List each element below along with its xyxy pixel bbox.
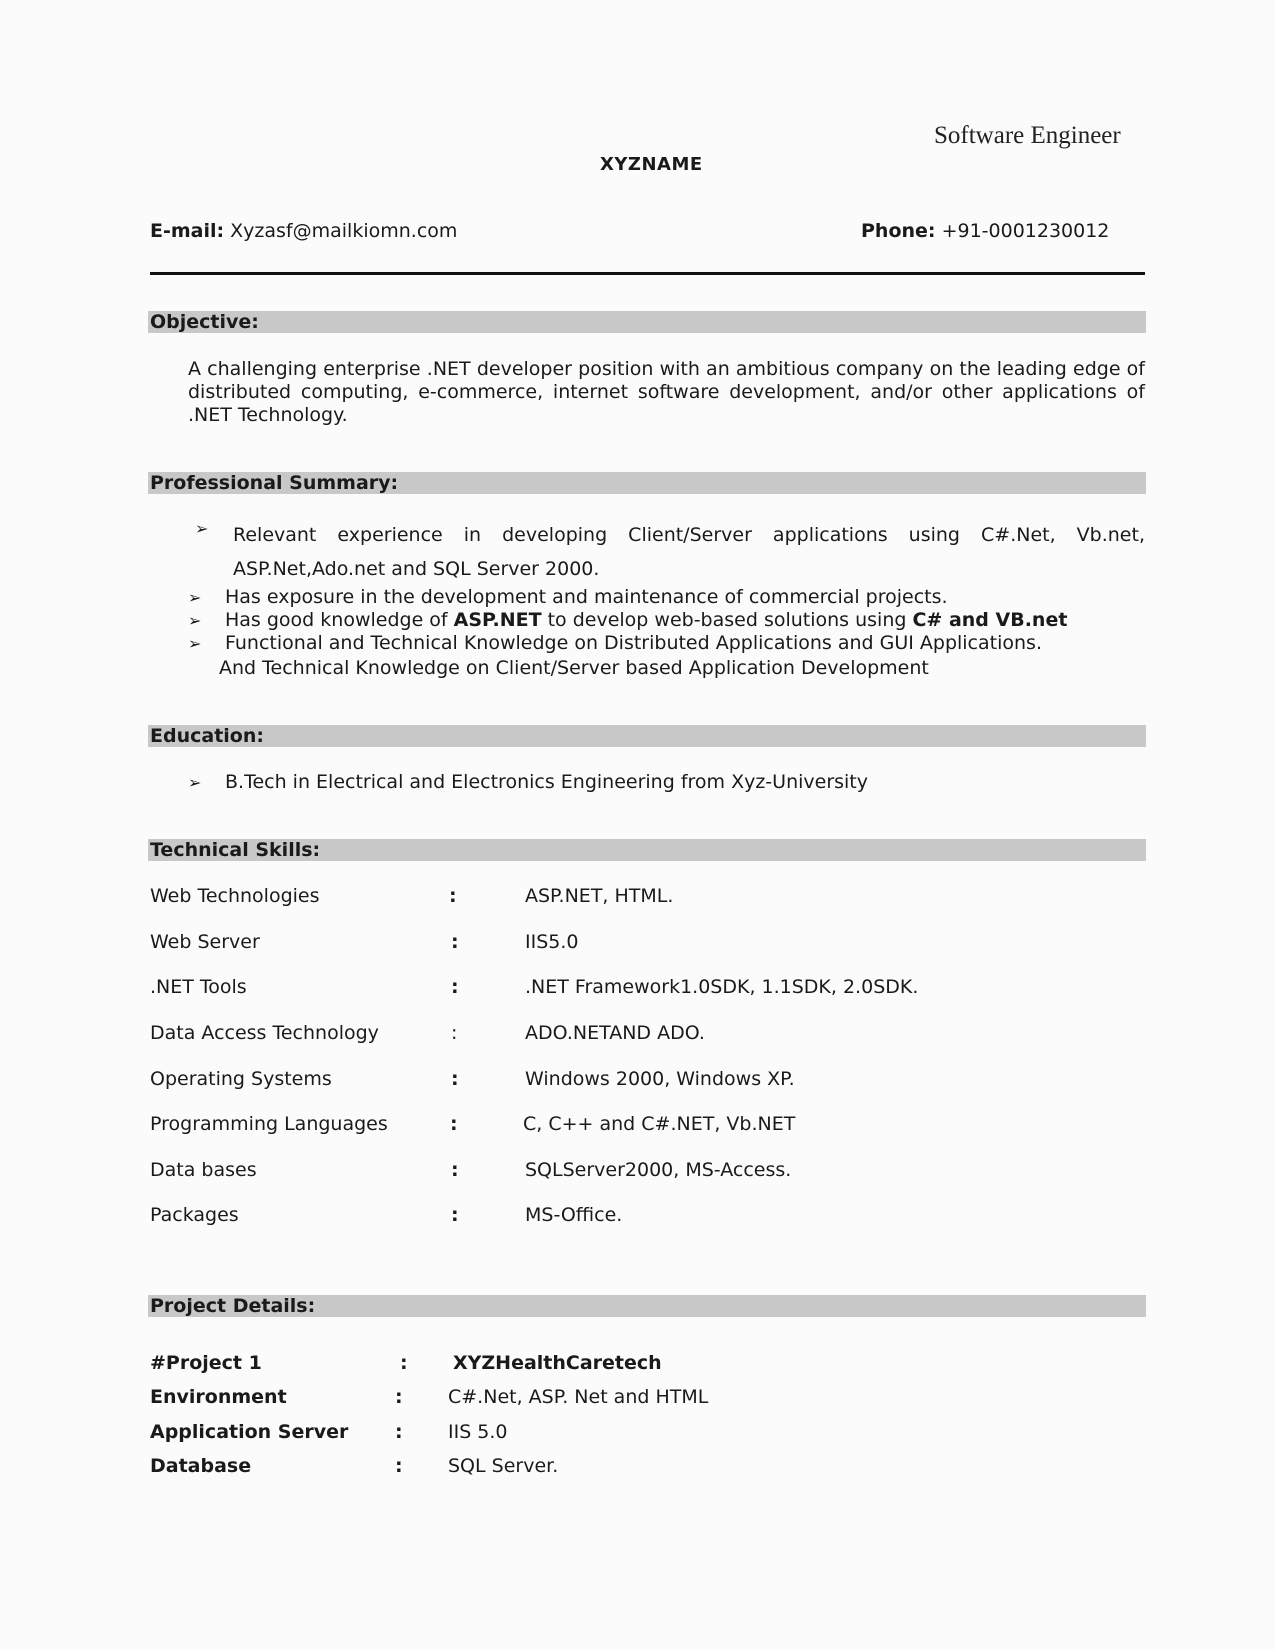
job-title: Software Engineer [934, 122, 1121, 149]
skill-colon: : [449, 885, 457, 907]
skill-label: Web Technologies [150, 885, 320, 907]
skill-value: IIS5.0 [525, 931, 579, 953]
project-label: #Project 1 [150, 1352, 262, 1374]
summary-item-3 [225, 609, 1067, 632]
skill-value: ASP.NET, HTML. [525, 885, 674, 907]
skill-colon: : [450, 1113, 458, 1135]
skills-heading: Technical Skills: [150, 839, 321, 861]
arrow-bullet-icon: ➢ [188, 611, 202, 630]
project-value: C#.Net, ASP. Net and HTML [448, 1386, 709, 1408]
summary-item-3-text-c: to develop web-based solutions using [541, 609, 913, 631]
arrow-bullet-icon: ➢ [188, 634, 202, 653]
project-label: Application Server [150, 1421, 349, 1443]
objective-text: A challenging enterprise .NET developer position with an ambitious company on the leading edge of distributed computing, e-commerce, internet software development, and/or other applications of .NET Technology. [188, 358, 1145, 426]
skill-colon: : [451, 1022, 458, 1044]
skill-colon: : [451, 1159, 459, 1181]
phone-label: Phone: [861, 220, 936, 242]
project-label: Database [150, 1455, 252, 1477]
project-colon: : [395, 1455, 403, 1477]
skill-label: .NET Tools [150, 976, 247, 998]
phone-value: +91-0001230012 [941, 220, 1110, 242]
skill-label: Packages [150, 1204, 239, 1226]
skill-colon: : [451, 931, 459, 953]
skill-value: .NET Framework1.0SDK, 1.1SDK, 2.0SDK. [525, 976, 919, 998]
arrow-bullet-icon: ➢ [195, 519, 209, 538]
summary-heading: Professional Summary: [150, 472, 399, 494]
summary-item-4: Functional and Technical Knowledge on Distributed Applications and GUI Applications. [225, 632, 1042, 654]
skill-value: ADO.NETAND ADO. [525, 1022, 705, 1044]
phone-line [861, 220, 1109, 242]
skill-colon: : [451, 976, 459, 998]
skill-value: MS-Office. [525, 1204, 623, 1226]
summary-item-4-continued: And Technical Knowledge on Client/Server based Application Development [219, 657, 929, 679]
skill-label: Programming Languages [150, 1113, 388, 1135]
objective-heading: Objective: [150, 311, 259, 333]
email-value: Xyzasf@mailkiomn.com [230, 220, 458, 242]
arrow-bullet-icon: ➢ [188, 588, 202, 607]
summary-item-3-text-d: C# and VB.net [912, 609, 1068, 631]
skill-value: C, C++ and C#.NET, Vb.NET [523, 1113, 796, 1135]
project-colon: : [400, 1352, 408, 1374]
skill-label: Data Access Technology [150, 1022, 379, 1044]
skill-colon: : [451, 1204, 459, 1226]
objective-section-bar [148, 311, 1146, 333]
arrow-bullet-icon: ➢ [188, 773, 202, 792]
email-label: E-mail: [150, 220, 225, 242]
skill-value: SQLServer2000, MS-Access. [525, 1159, 792, 1181]
project-colon: : [395, 1386, 403, 1408]
project-label: Environment [150, 1386, 287, 1408]
summary-item-3-text-a: Has good knowledge of [225, 609, 454, 631]
email-line [150, 220, 457, 242]
skill-label: Operating Systems [150, 1068, 332, 1090]
summary-item-3-text-b: ASP.NET [453, 609, 542, 631]
project-value: XYZHealthCaretech [453, 1352, 662, 1374]
education-section-bar [148, 725, 1146, 747]
summary-item-1: Relevant experience in developing Client/Server applications using C#.Net, Vb.net, ASP.Net,Ado.net and SQL Server 2000. [233, 524, 1145, 580]
candidate-name: XYZNAME [600, 154, 703, 175]
project-value: SQL Server. [448, 1455, 559, 1477]
education-item-1: B.Tech in Electrical and Electronics Engineering from Xyz-University [225, 771, 869, 793]
skill-colon: : [451, 1068, 459, 1090]
summary-item-2: Has exposure in the development and maintenance of commercial projects. [225, 586, 948, 608]
skill-label: Data bases [150, 1159, 257, 1181]
skill-label: Web Server [150, 931, 260, 953]
education-heading: Education: [150, 725, 264, 747]
projects-heading: Project Details: [150, 1295, 316, 1317]
header-divider [150, 272, 1145, 275]
skill-value: Windows 2000, Windows XP. [525, 1068, 795, 1090]
project-colon: : [395, 1421, 403, 1443]
project-value: IIS 5.0 [448, 1421, 508, 1443]
